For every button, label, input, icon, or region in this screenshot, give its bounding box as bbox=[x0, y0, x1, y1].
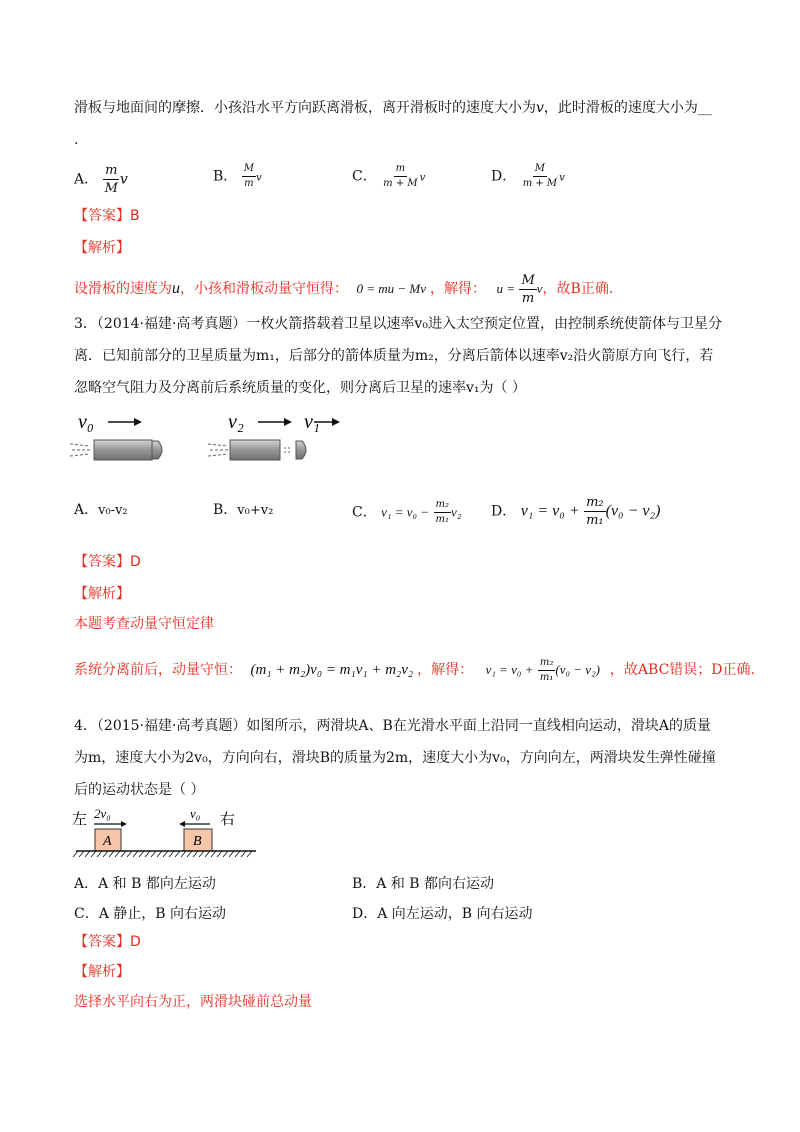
rocket-right bbox=[208, 440, 306, 460]
denominator: m₁ bbox=[586, 513, 604, 528]
arrow-head bbox=[332, 418, 340, 426]
q4-stem-line3: 后的运动状态是（ ） bbox=[74, 782, 205, 798]
arrow-head bbox=[134, 418, 142, 426]
denominator: m₁ bbox=[539, 671, 554, 683]
variable: v bbox=[119, 171, 128, 188]
denominator: m₁ bbox=[435, 514, 449, 525]
label-right: 右 bbox=[220, 812, 236, 828]
numerator: M bbox=[242, 164, 256, 177]
denominator: m bbox=[244, 178, 254, 189]
analysis-text: ，故ABC错误；D正确. bbox=[609, 662, 755, 678]
numerator: M bbox=[533, 164, 547, 177]
numerator: m bbox=[105, 163, 118, 178]
q4-analysis-line1: 选择水平向右为正，两滑块碰前总动量 bbox=[74, 994, 312, 1010]
q2-option-d[interactable] bbox=[491, 164, 565, 189]
arrow-head bbox=[179, 821, 185, 827]
q2-option-a[interactable] bbox=[74, 164, 128, 195]
q2-stem-line1 bbox=[74, 98, 712, 118]
fraction bbox=[434, 500, 452, 525]
q4-stem-line2: 为m，速度大小为2v₀，方向向右，滑块B的质量为2m，速度大小为v₀，方向向左，两滑块发生弹性碰撞 bbox=[74, 750, 716, 766]
q3-option-b[interactable] bbox=[213, 500, 273, 521]
option-label: C． bbox=[352, 168, 377, 185]
q2-analysis bbox=[74, 272, 613, 306]
option-label: B． bbox=[213, 168, 238, 185]
q3-option-d[interactable] bbox=[491, 496, 660, 527]
denominator: m + M bbox=[383, 178, 418, 189]
q2-option-c[interactable] bbox=[352, 164, 425, 189]
option-lhs: v₁ = v₀ − bbox=[381, 504, 430, 520]
analysis-text: ，故B正确. bbox=[542, 281, 614, 297]
analysis-u: u bbox=[172, 280, 180, 297]
label-va: 2v₀ bbox=[94, 806, 111, 821]
option-label: C． bbox=[352, 504, 377, 521]
result-lhs: u = bbox=[496, 281, 515, 296]
option-text: v₀-v₂ bbox=[98, 503, 128, 518]
q4-option-a[interactable]: A．A 和 B 都向左运动 bbox=[74, 876, 216, 892]
q2-answer: 【答案】B bbox=[74, 208, 140, 224]
label-v1: v₁ bbox=[304, 411, 320, 433]
analysis-text: 系统分离前后，动量守恒： bbox=[74, 662, 242, 678]
numerator: m₂ bbox=[586, 495, 604, 510]
option-tail: (v₀ − v₂) bbox=[605, 502, 661, 520]
q2-stem-v: v bbox=[536, 100, 544, 116]
variable: v bbox=[256, 172, 262, 184]
label-left: 左 bbox=[72, 812, 88, 828]
option-tail: v₂ bbox=[451, 504, 462, 520]
result-tail: (v₀ − v₂) bbox=[555, 662, 600, 677]
numerator: m₂ bbox=[538, 658, 556, 671]
option-label: B． bbox=[213, 502, 238, 518]
q4-analysis-title: 【解析】 bbox=[74, 964, 130, 980]
denominator: m + M bbox=[522, 178, 558, 189]
q3-analysis-line1: 本题考查动量守恒定律 bbox=[74, 616, 214, 632]
variable: v bbox=[419, 172, 426, 184]
q2-option-b[interactable] bbox=[213, 164, 262, 189]
option-label: A． bbox=[74, 171, 99, 188]
result-lhs: v₁ = v₀ + bbox=[485, 662, 534, 677]
fraction bbox=[242, 164, 256, 189]
rocket-figure bbox=[68, 410, 348, 480]
q4-option-c[interactable]: C．A 静止，B 向右运动 bbox=[74, 906, 227, 922]
q2-stem-text: 滑板与地面间的摩擦．小孩沿水平方向跃离滑板，离开滑板时的速度大小为 bbox=[74, 100, 536, 116]
result-var: v bbox=[536, 281, 543, 296]
denominator: M bbox=[104, 181, 118, 196]
fraction bbox=[103, 164, 120, 195]
fraction bbox=[584, 496, 606, 527]
q3-stem-line3: 忽略空气阻力及分离前后系统质量的变化，则分离后卫星的速率v₁为（ ） bbox=[74, 380, 526, 396]
rocket-left bbox=[70, 440, 162, 460]
label-v2: v₂ bbox=[228, 411, 244, 433]
q3-stem-line1: 3．（2014·福建·高考真题）一枚火箭搭载着卫星以速率v₀进入太空预定位置，由控制系统使箭体与卫星分 bbox=[74, 316, 722, 332]
q3-analysis-title: 【解析】 bbox=[74, 586, 130, 602]
q3-answer: 【答案】D bbox=[74, 554, 141, 570]
q2-stem-end: ，此时滑板的速度大小为__ bbox=[543, 100, 712, 116]
analysis-text: ，解得： bbox=[417, 662, 474, 678]
block-a-label: A bbox=[103, 834, 112, 849]
momentum-equation: 0 = mu − Mv bbox=[356, 281, 426, 296]
numerator: M bbox=[521, 272, 535, 288]
result-fraction bbox=[538, 658, 556, 683]
q3-analysis-line2 bbox=[74, 652, 755, 688]
numerator: m bbox=[394, 164, 407, 177]
ground-hatch bbox=[73, 851, 252, 857]
label-v0: v₀ bbox=[78, 411, 94, 433]
fraction bbox=[521, 164, 559, 189]
analysis-text: 设滑板的速度为 bbox=[74, 281, 172, 297]
label-vb: v₀ bbox=[190, 806, 201, 821]
option-label: D． bbox=[491, 503, 517, 520]
fraction bbox=[381, 164, 419, 189]
result-fraction bbox=[519, 274, 536, 305]
q3-stem-line2: 离．已知前部分的卫星质量为m₁，后部分的箭体质量为m₂，分离后箭体以速率v₂沿火箭原方向飞行，若 bbox=[74, 348, 714, 364]
option-label: A． bbox=[74, 502, 99, 518]
q2-analysis-title: 【解析】 bbox=[74, 240, 130, 256]
q4-stem-line1: 4．（2015·福建·高考真题）如图所示，两滑块A、B在光滑水平面上沿同一直线相向运动，滑块A的质量 bbox=[74, 718, 711, 734]
option-label: D． bbox=[491, 168, 517, 185]
numerator: m₂ bbox=[434, 500, 452, 513]
analysis-text: ，小孩和滑板动量守恒得： bbox=[180, 281, 348, 297]
option-text: v₀+v₂ bbox=[237, 503, 274, 518]
q3-option-c[interactable] bbox=[352, 500, 461, 525]
momentum-equation: (m₁ + m₂)v₀ = m₁v₁ + m₂v₂ bbox=[250, 662, 414, 678]
q2-stem-line2: . bbox=[74, 132, 79, 148]
block-b-label: B bbox=[193, 834, 202, 849]
q3-option-a[interactable] bbox=[74, 500, 128, 521]
denominator: m bbox=[521, 290, 535, 306]
q4-answer: 【答案】D bbox=[74, 934, 141, 950]
arrow-head bbox=[121, 821, 127, 827]
arrow-head bbox=[284, 418, 292, 426]
collision-figure bbox=[70, 804, 270, 860]
variable: v bbox=[559, 172, 565, 184]
option-lhs: v₁ = v₀ + bbox=[520, 502, 580, 520]
q4-option-b[interactable]: B．A 和 B 都向右运动 bbox=[352, 876, 495, 892]
q4-option-d[interactable]: D．A 向左运动，B 向右运动 bbox=[352, 906, 533, 922]
analysis-text: ，解得： bbox=[430, 281, 486, 297]
